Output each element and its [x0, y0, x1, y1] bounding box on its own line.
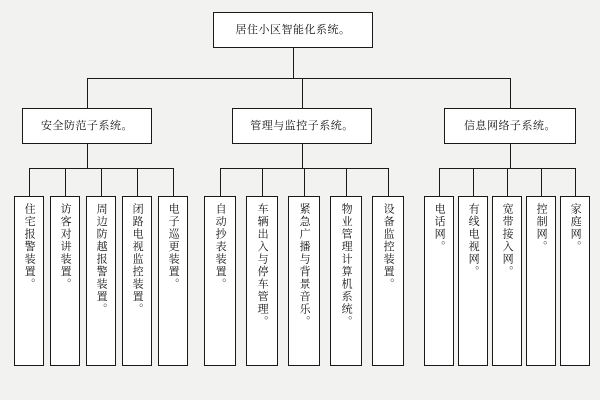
leaf-node-3-5: 家庭网。 [560, 196, 590, 366]
leaf-node-3-3: 宽带接入网。 [492, 196, 522, 366]
connector-line [293, 48, 294, 78]
root-node: 居住小区智能化系统。 [213, 12, 373, 48]
connector-line [507, 168, 508, 196]
branch-node-3: 信息网络子系统。 [444, 108, 576, 144]
leaf-node-1-2: 访客对讲装置。 [50, 196, 80, 366]
leaf-node-3-2: 有线电视网。 [458, 196, 488, 366]
connector-line [304, 168, 305, 196]
branch-node-2: 管理与监控子系统。 [232, 108, 372, 144]
connector-line [439, 168, 440, 196]
connector-line [101, 168, 102, 196]
leaf-node-3-1: 电话网。 [424, 196, 454, 366]
leaf-node-1-5: 电子巡更装置。 [158, 196, 188, 366]
connector-line [29, 168, 30, 196]
connector-line [173, 168, 174, 196]
connector-line [541, 168, 542, 196]
connector-line [262, 168, 263, 196]
leaf-node-2-4: 物业管理计算机系统。 [330, 196, 362, 366]
leaf-node-2-2: 车辆出入与停车管理。 [246, 196, 278, 366]
connector-line [302, 78, 303, 108]
connector-line [473, 168, 474, 196]
branch-node-1: 安全防范子系统。 [22, 108, 152, 144]
leaf-node-1-1: 住宅报警装置。 [14, 196, 44, 366]
leaf-node-3-4: 控制网。 [526, 196, 556, 366]
connector-line [575, 168, 576, 196]
connector-line [87, 78, 88, 108]
connector-line [302, 144, 303, 168]
connector-line [137, 168, 138, 196]
connector-line [87, 78, 510, 79]
connector-line [346, 168, 347, 196]
connector-line [510, 144, 511, 168]
leaf-node-1-4: 闭路电视监控装置。 [122, 196, 152, 366]
connector-line [87, 144, 88, 168]
leaf-node-2-1: 自动抄表装置。 [204, 196, 236, 366]
connector-line [510, 78, 511, 108]
leaf-node-2-3: 紧急广播与背景音乐。 [288, 196, 320, 366]
leaf-node-2-5: 设备监控装置。 [372, 196, 404, 366]
connector-line [388, 168, 389, 196]
connector-line [220, 168, 221, 196]
leaf-node-1-3: 周边防越报警装置。 [86, 196, 116, 366]
connector-line [65, 168, 66, 196]
